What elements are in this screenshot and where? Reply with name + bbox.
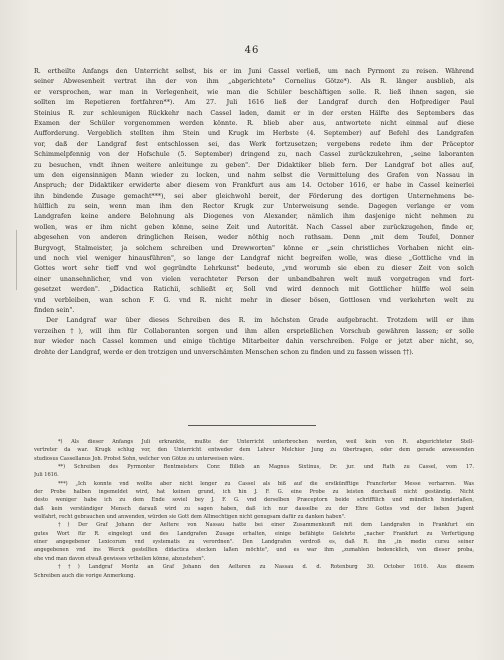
text-line: Examen der Schüler vorgenommen werden könnte. R. blieb aber aus, antwortete nicht einmal auf diese	[34, 119, 474, 127]
footnotes	[34, 438, 474, 580]
text-line: vor, daß der Landgraf fest entschlossen sei, das Werk fortzusetzen; vergebens redete ihm der Präceptor	[34, 140, 474, 148]
footnote-line: **) Schreiben des Pyrmonter Rentmeisters Conr. Billeb an Magnus Sixtinus, Dr. jur. und Rath zu Cassel, vom 17.	[58, 464, 474, 471]
footnote-line: daß kein verständiger Mensch darauß wird zu sagen haben, daß ich nur dasselbe zu der Ehre Gottes vnd der lieben Jugent	[34, 505, 474, 512]
footnote-line: Schreiben auch die vorige Anmerkung.	[34, 572, 136, 579]
text-line: ihn bindende Zusage gemacht***), sei aber gleichwohl bereit, der Förderung des dortigen Unternehmens be-	[34, 192, 474, 200]
footnote-line: ***) „Ich konnte vnd wollte aber nicht lenger zu Cassel als biß auf die erstkünfftige Francforter Messe verharren. Was	[58, 480, 474, 487]
footnote-line: gutes Wort für R. eingelegt und des Landgrafen Zusage erhalten, einige befähigte Gelehrte „nacher Frankfurt zu Verfertigung	[34, 530, 474, 537]
footnote-line: der Probe halben ingemeldet wird, hat keinen grund, ich hin J. F. G. eine Probe zu leisten durchauß nicht geständig. Nicht	[34, 489, 474, 496]
text-line: seiner Abwesenheit vertrat ihn der von ihm „abgerichtete" Cornelius Götze*). Als R. länger ausblieb, als	[34, 78, 474, 86]
footnote-line: ehe vnd man davon etwaß gewisses vrtheilen könne, abzustehen".	[34, 555, 206, 562]
text-line: vnd verbleiben, wan schon F. G. vnd R. nicht mehr in dieser bösen, Gottlosen vnd verkehrten welt zu	[34, 296, 474, 304]
text-line: drohte der Landgraf, werde er den trotzigen und unverschämten Menschen schon zu finden und zu fassen wissen ††).	[34, 348, 414, 356]
text-line: Der Landgraf war über dieses Schreiben des R. im höchsten Grade aufgebracht. Trotzdem will er ihm	[46, 317, 474, 325]
footnote-separator	[188, 425, 316, 426]
text-line: einer unansehnlicher, vnd von vielen verachteter Person der unbandbahren welt muß vorgetragen vnd fort-	[34, 275, 474, 283]
footnote-line: Juli 1616.	[34, 472, 59, 479]
footnote-line: studiosus Cassellanus Joh. Probst Sohn, welcher von Götze zu unterweisen wäre.	[34, 455, 244, 462]
text-line: hülflich zu sein, wenn man ihm den Rector Krugk zur Unterweisung sende. Dagegen verlange er vom	[34, 203, 474, 211]
footnote-line: *) Als dieser Anfangs Juli erkrankte, mußte der Unterricht unterbrochen werden, weil kein von R. abgerichteter Stell-	[58, 439, 474, 445]
text-line: Landgrafen keine andere Belohnung als Diogenes von Alexander, nämlich ihm dasjenige nicht nehmen zu	[34, 213, 474, 221]
footnote-line: wolfahrt, recht gebrauchen und anwenden, würden sie Gott dem Allmechtigen nicht genugsam dafür zu danken haben".	[34, 514, 346, 521]
text-line: abgesehen von anderen dringlichen Reisen, weder nöthig noch rathsam. Denn „mit dem Teufel, Donner	[34, 234, 474, 242]
footnote-line: angegebenen vnd ins Werck gestellten didactica stecken laßen möchte", und es war ihm „zumahlen bedencklich, von dieser proba,	[34, 547, 474, 554]
footnote-line: ††) Landgraf Moritz an Graf Johann den Aelteren zu Nassau d. d. Rotenburg 30. October 1616. Aus diesem	[58, 564, 474, 571]
text-line: gesetzet werden". „Didactica Ratichii, schließt er, Soll vnd wird dennoch mit Gottlicher hülffe wol sein	[34, 286, 474, 294]
text-line: Anspruch; der Didaktiker erwiderte aber diesem von Frankfurt aus am 14. October 1616, er habe in Cassel keinerlei	[34, 182, 474, 190]
text-line: zu besuchen, vndt ihnen weitere anleitunge zu geben". Der Didaktiker blieb fern. Der Landgraf bot alles auf,	[34, 161, 474, 169]
footnote-line: vertreter da war. Krugk schlug vor, den Unterricht entweder dem Lehrer Melchior Jung zu übertragen, oder dem gerade anwesenden	[34, 447, 474, 454]
footnote-line: †) Der Graf Johann der Aeltere von Nassau hatte bei einer Zusammenkunft mit dem Landgrafen in Frankfurt ein	[58, 522, 474, 529]
text-line: Aufforderung. Vergeblich stellten ihm Stein und Krugk im Herbste (4. September) auf Befehl des Landgrafen	[34, 130, 474, 138]
footnote-line: einer angegebener Lexicorum vnd systematis zu verordnen". Den Landgrafen verdroß es, daß R. ihn „in medio cursu seiner	[34, 539, 474, 546]
text-line: Steinius R. zur schleunigen Rückkehr nach Cassel laden, damit er in der ersten Hälfte des Septembers das	[34, 109, 474, 117]
text-line: finden sein".	[34, 306, 75, 314]
text-line: und noch viel weniger hinausführen", so lange der Landgraf nicht begreifen wolle, was diese „Gottliche vnd in	[34, 255, 474, 263]
text-line: sollten im Repetieren fortfahren**). Am 27. Juli 1616 ließ der Landgraf durch den Hofprediger Paul	[34, 99, 474, 107]
text-line: Schimmelpfennig von der Hofschule (5. September) dringend zu, nach Cassel zurückzukehren, „seine laboranten	[34, 151, 474, 159]
main-text	[34, 67, 474, 358]
text-line: R. ertheilte Anfangs den Unterricht selbst, bis er im Juni Cassel verließ, um nach Pyrmont zu reisen. Während	[34, 68, 474, 75]
page-number: 46	[244, 45, 260, 56]
text-line: er versprochen, war man in Verlegenheit, wie man die Schüler beschäftigen solle. R. ließ ihnen sagen, sie	[34, 88, 474, 96]
footnote-line: desto weniger habe ich zu dem Ende soviel bey J. F. G. vnd derselben Præceptorn beide schrifftlich und mündlich hinderlaßen,	[34, 497, 474, 504]
text-line: um den eigensinnigen Mann wieder zu locken, und nahm selbst die Vermittelung des Grafen von Nassau in	[34, 171, 474, 179]
text-line: Gottes wort sehr tieff vnd wol gegründte Lehrkunst" bedeute, „vnd worumb sie eben zu dieser Zeit von solch	[34, 265, 474, 273]
margin-pencil-mark	[16, 230, 23, 290]
text-line: wollen, was er ihm nicht geben könne, seine Zeit und Autorität. Nach Cassel aber zurückzugehen, finde er,	[34, 223, 474, 231]
text-line: nur wieder nach Cassel kommen und einige tüchtige Mitarbeiter dahin verschreiben. Folge er jetzt aber nicht, so,	[34, 338, 474, 346]
text-line: verzeihen†), will ihm für Collaboranten sorgen und ihm allen ersprießlichen Vorschub gewähren lassen; er solle	[34, 327, 474, 335]
text-line: Burgvogt, Stalmeister, ja solchem schreiben und Drewworten" könne er „sein christliches Vorhaben nicht ein-	[34, 244, 474, 252]
